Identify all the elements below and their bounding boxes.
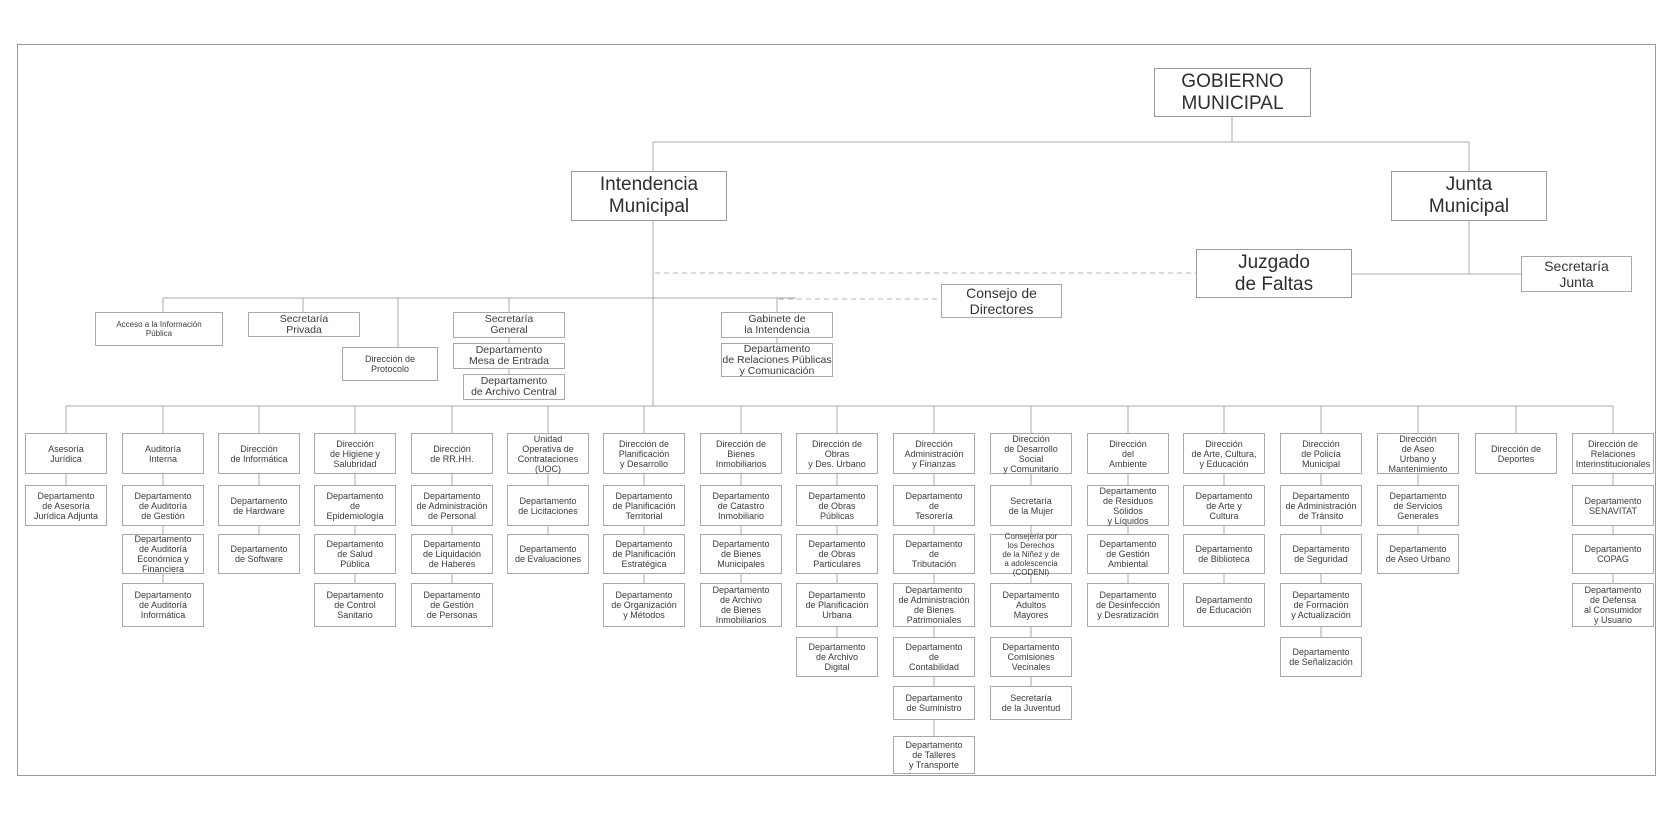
department-departamento-senavitat: Departamento SENAVITAT [1572, 485, 1654, 526]
department-departamento-de-educacion: Departamento de Educación [1183, 583, 1265, 627]
department-departamento-de-control-sanitario: Departamento de Control Sanitario [314, 583, 396, 627]
department-departamento-de-desinfeccion-y-desratiza: Departamento de Desinfección y Desratización [1087, 583, 1169, 627]
department-departamento-de-bienes-municipales: Departamento de Bienes Municipales [700, 534, 782, 574]
direction-unidad-operativa-de-contrataciones-uoc: Unidad Operativa de Contrataciones (UOC) [507, 433, 589, 474]
node-gabinete-intendencia: Gabinete de la Intendencia [721, 312, 833, 338]
department-departamento-de-archivo-digital: Departamento de Archivo Digital [796, 637, 878, 677]
department-departamento-de-planificacion-urbana: Departamento de Planificación Urbana [796, 583, 878, 627]
department-departamento-de-auditoria-de-gestion: Departamento de Auditoría de Gestión [122, 485, 204, 526]
direction-direccion-de-planificacion-y-desarrollo: Dirección de Planificación y Desarrollo [603, 433, 685, 474]
node-consejo-de-directores: Consejo de Directores [941, 284, 1062, 318]
department-departamento-de-organizacion-y-metodos: Departamento de Organización y Métodos [603, 583, 685, 627]
department-departamento-de-planificacion-estrategic: Departamento de Planificación Estratégica [603, 534, 685, 574]
direction-direccion-del-ambiente: Dirección del Ambiente [1087, 433, 1169, 474]
department-departamento-de-asesoria-juridica-adjunt: Departamento de Asesoría Jurídica Adjunta [25, 485, 107, 526]
node-secretaria-privada: Secretaría Privada [248, 312, 360, 337]
node-departamento-relaciones-publicas: Departamento de Relaciones Públicas y Comunicación [722, 342, 832, 377]
direction-direccion-de-bienes-inmobiliarios: Dirección de Bienes Inmobiliarios [700, 433, 782, 474]
department-departamento-de-licitaciones: Departamento de Licitaciones [507, 485, 589, 526]
department-departamento-copag: Departamento COPAG [1572, 534, 1654, 574]
department-departamento-de-suministro: Departamento de Suministro [893, 686, 975, 720]
department-departamento-de-tesoreria: Departamento de Tesorería [893, 485, 975, 526]
department-departamento-de-catastro-inmobiliario: Departamento de Catastro Inmobiliario [700, 485, 782, 526]
direction-direccion-de-policia-municipal: Dirección de Policía Municipal [1280, 433, 1362, 474]
direction-auditoria-interna: Auditoría Interna [122, 433, 204, 474]
direction-direccion-de-informatica: Dirección de Informática [218, 433, 300, 474]
node-gobierno-municipal: GOBIERNO MUNICIPAL [1154, 68, 1311, 117]
department-departamento-de-archivo-de-bienes-inmobi: Departamento de Archivo de Bienes Inmobiliarios [700, 583, 782, 627]
department-departamento-de-administracion-de-bienes: Departamento de Administración de Bienes Patrimoniales [893, 583, 975, 627]
department-departamento-de-residuos-solidos-y-liqui: Departamento de Residuos Sólidos y Líquidos [1087, 485, 1169, 526]
node-departamento-mesa-entrada: Departamento Mesa de Entrada [453, 343, 565, 369]
department-departamento-de-salud-publica: Departamento de Salud Pública [314, 534, 396, 574]
department-departamento-de-auditoria-informatica: Departamento de Auditoría Informática [122, 583, 204, 627]
department-departamento-de-software: Departamento de Software [218, 534, 300, 574]
department-departamento-de-administracion-de-transi: Departamento de Administración de Tránsito [1280, 485, 1362, 526]
department-departamento-de-arte-y-cultura: Departamento de Arte y Cultura [1183, 485, 1265, 526]
department-departamento-de-seguridad: Departamento de Seguridad [1280, 534, 1362, 574]
department-departamento-de-epidemiologia: Departamento de Epidemiología [314, 485, 396, 526]
direction-direccion-administracion-y-finanzas: Dirección Administración y Finanzas [893, 433, 975, 474]
direction-direccion-de-desarrollo-social-y-comunit: Dirección de Desarrollo Social y Comunitario [990, 433, 1072, 474]
node-intendencia-municipal: Intendencia Municipal [571, 171, 727, 221]
department-departamento-de-gestion-ambiental: Departamento de Gestión Ambiental [1087, 534, 1169, 574]
node-secretaria-junta: Secretaría Junta [1521, 256, 1632, 292]
direction-direccion-de-deportes: Dirección de Deportes [1475, 433, 1557, 474]
department-departamento-de-hardware: Departamento de Hardware [218, 485, 300, 526]
department-departamento-de-contabilidad: Departamento de Contabilidad [893, 637, 975, 677]
department-secretaria-de-la-mujer: Secretaría de la Mujer [990, 485, 1072, 526]
node-juzgado-de-faltas: Juzgado de Faltas [1196, 249, 1352, 298]
department-departamento-de-gestion-de-personas: Departamento de Gestión de Personas [411, 583, 493, 627]
direction-direccion-de-higiene-y-salubridad: Dirección de Higiene y Salubridad [314, 433, 396, 474]
node-secretaria-general: Secretaría General [453, 312, 565, 338]
direction-asesoria-juridica: Asesoría Jurídica [25, 433, 107, 474]
direction-direccion-de-aseo-urbano-y-mantenimiento: Dirección de Aseo Urbano y Mantenimiento [1377, 433, 1459, 474]
direction-direccion-de-arte-cultura-y-educacion: Dirección de Arte, Cultura, y Educación [1183, 433, 1265, 474]
node-direccion-protocolo: Dirección de Protocolo [342, 347, 438, 381]
department-departamento-de-talleres-y-transporte: Departamento de Talleres y Transporte [893, 736, 975, 774]
department-departamento-comisiones-vecinales: Departamento Comisiones Vecinales [990, 637, 1072, 677]
node-acceso-informacion: Acceso a la Información Pública [95, 312, 223, 346]
department-departamento-de-auditoria-economica-y-fi: Departamento de Auditoría Económica y Financiera [122, 534, 204, 574]
node-departamento-archivo-central: Departamento de Archivo Central [463, 374, 565, 400]
department-departamento-de-obras-publicas: Departamento de Obras Públicas [796, 485, 878, 526]
department-departamento-de-aseo-urbano: Departamento de Aseo Urbano [1377, 534, 1459, 574]
department-departamento-de-obras-particulares: Departamento de Obras Particulares [796, 534, 878, 574]
department-departamento-de-servicios-generales: Departamento de Servicios Generales [1377, 485, 1459, 526]
department-departamento-de-formacion-y-actualizacio: Departamento de Formación y Actualización [1280, 583, 1362, 627]
direction-direccion-de-relaciones-interinstitucion: Dirección de Relaciones Interinstitucionales [1572, 433, 1654, 474]
department-consejeria-por-los-derechos-de-la-ninez-: Consejería por los Derechos de la Niñez y de a adolescencia (CODENI) [990, 534, 1072, 574]
node-junta-municipal: Junta Municipal [1391, 171, 1547, 221]
department-secretaria-de-la-juventud: Secretaría de la Juventud [990, 686, 1072, 720]
department-departamento-de-evaluaciones: Departamento de Evaluaciones [507, 534, 589, 574]
department-departamento-de-defensa-al-consumidor-y-: Departamento de Defensa al Consumidor y Usuario [1572, 583, 1654, 627]
department-departamento-de-administracion-de-person: Departamento de Administración de Personal [411, 485, 493, 526]
department-departamento-de-tributacion: Departamento de Tributación [893, 534, 975, 574]
department-departamento-adultos-mayores: Departamento Adultos Mayores [990, 583, 1072, 627]
direction-direccion-de-obras-y-des-urbano: Dirección de Obras y Des. Urbano [796, 433, 878, 474]
department-departamento-de-senalizacion: Departamento de Señalización [1280, 637, 1362, 677]
department-departamento-de-liquidacion-de-haberes: Departamento de Liquidación de Haberes [411, 534, 493, 574]
department-departamento-de-planificacion-territoria: Departamento de Planificación Territorial [603, 485, 685, 526]
department-departamento-de-biblioteca: Departamento de Biblioteca [1183, 534, 1265, 574]
direction-direccion-de-rr-hh: Dirección de RR.HH. [411, 433, 493, 474]
